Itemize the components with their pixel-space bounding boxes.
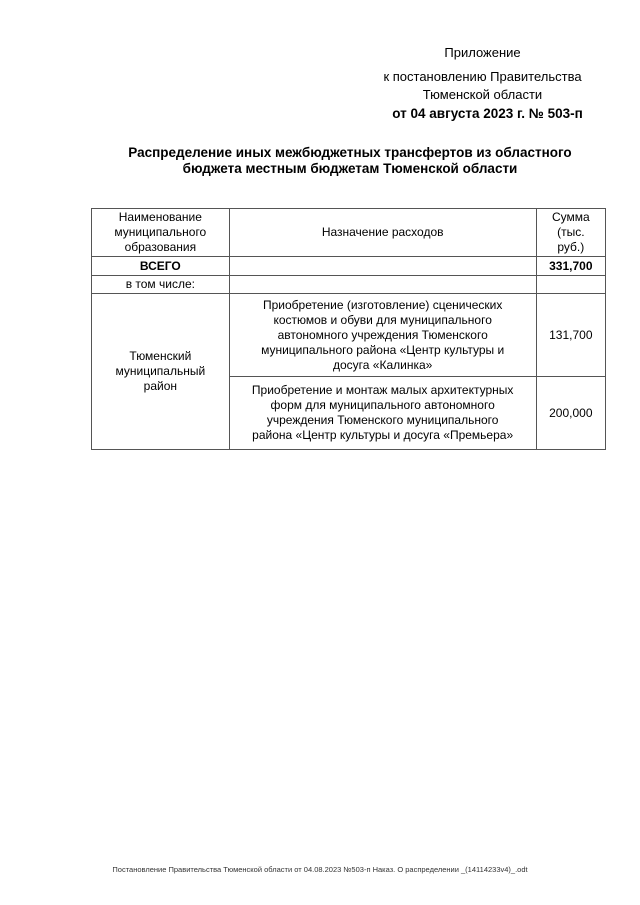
table-row-total: [92, 257, 606, 276]
header-sum: [536, 209, 605, 257]
appendix-label: Приложение: [444, 45, 521, 60]
purpose-line: муниципального района «Центр культуры и: [261, 342, 505, 357]
row-purpose: [229, 294, 536, 377]
table-row: [92, 294, 606, 377]
total-sum: 331,700: [536, 257, 605, 276]
resolution-reference-line2: Тюменской области: [422, 87, 543, 102]
table-header-row: [92, 209, 606, 257]
document-title: [100, 145, 600, 177]
municipality-name-line1: Тюменский: [129, 349, 192, 363]
header-municipality-line1: Наименование: [118, 210, 202, 224]
row-sum: 131,700: [536, 294, 605, 377]
header-municipality-line3: образования: [124, 240, 197, 254]
purpose-line: досуга «Калинка»: [332, 357, 433, 372]
municipality-name-line2: муниципальный: [115, 364, 206, 378]
resolution-date-number: от 04 августа 2023 г. № 503-п: [392, 106, 583, 121]
header-sum-line1: Сумма: [551, 210, 590, 224]
purpose-line: автономного учреждения Тюменского: [277, 327, 488, 342]
row-purpose: [229, 377, 536, 450]
municipality-name-line3: район: [143, 379, 178, 393]
purpose-line: учреждения Тюменского муниципального: [266, 413, 499, 427]
header-municipality: [92, 209, 230, 257]
including-label: в том числе:: [92, 276, 230, 294]
row-sum: 200,000: [536, 377, 605, 450]
header-sum-line2: (тыс. руб.): [557, 225, 585, 254]
total-label: ВСЕГО: [92, 257, 230, 276]
table-row-including: [92, 276, 606, 294]
purpose-line: Приобретение и монтаж малых архитектурных: [251, 383, 514, 397]
purpose-line: костюмов и обуви для муниципального: [273, 312, 492, 327]
resolution-reference: [360, 68, 605, 104]
document-title-line2: бюджета местным бюджетам Тюменской области: [182, 161, 518, 176]
header-purpose: Назначение расходов: [229, 209, 536, 257]
including-sum-empty: [536, 276, 605, 294]
purpose-line: района «Центр культуры и досуга «Премьера»: [252, 428, 514, 442]
municipality-name: [92, 294, 230, 450]
total-purpose-empty: [229, 257, 536, 276]
document-title-line1: Распределение иных межбюджетных трансфертов из областного: [128, 145, 572, 160]
header-municipality-line2: муниципального: [114, 225, 207, 239]
purpose-line: Приобретение (изготовление) сценических: [262, 297, 503, 312]
allocation-table: [91, 208, 606, 450]
page-footer: Постановление Правительства Тюменской области от 04.08.2023 №503-п Наказ. О распределении _(14114233v4)_.odt: [112, 865, 528, 874]
resolution-reference-line1: к постановлению Правительства: [383, 69, 582, 84]
including-purpose-empty: [229, 276, 536, 294]
purpose-line: форм для муниципального автономного: [270, 398, 495, 412]
